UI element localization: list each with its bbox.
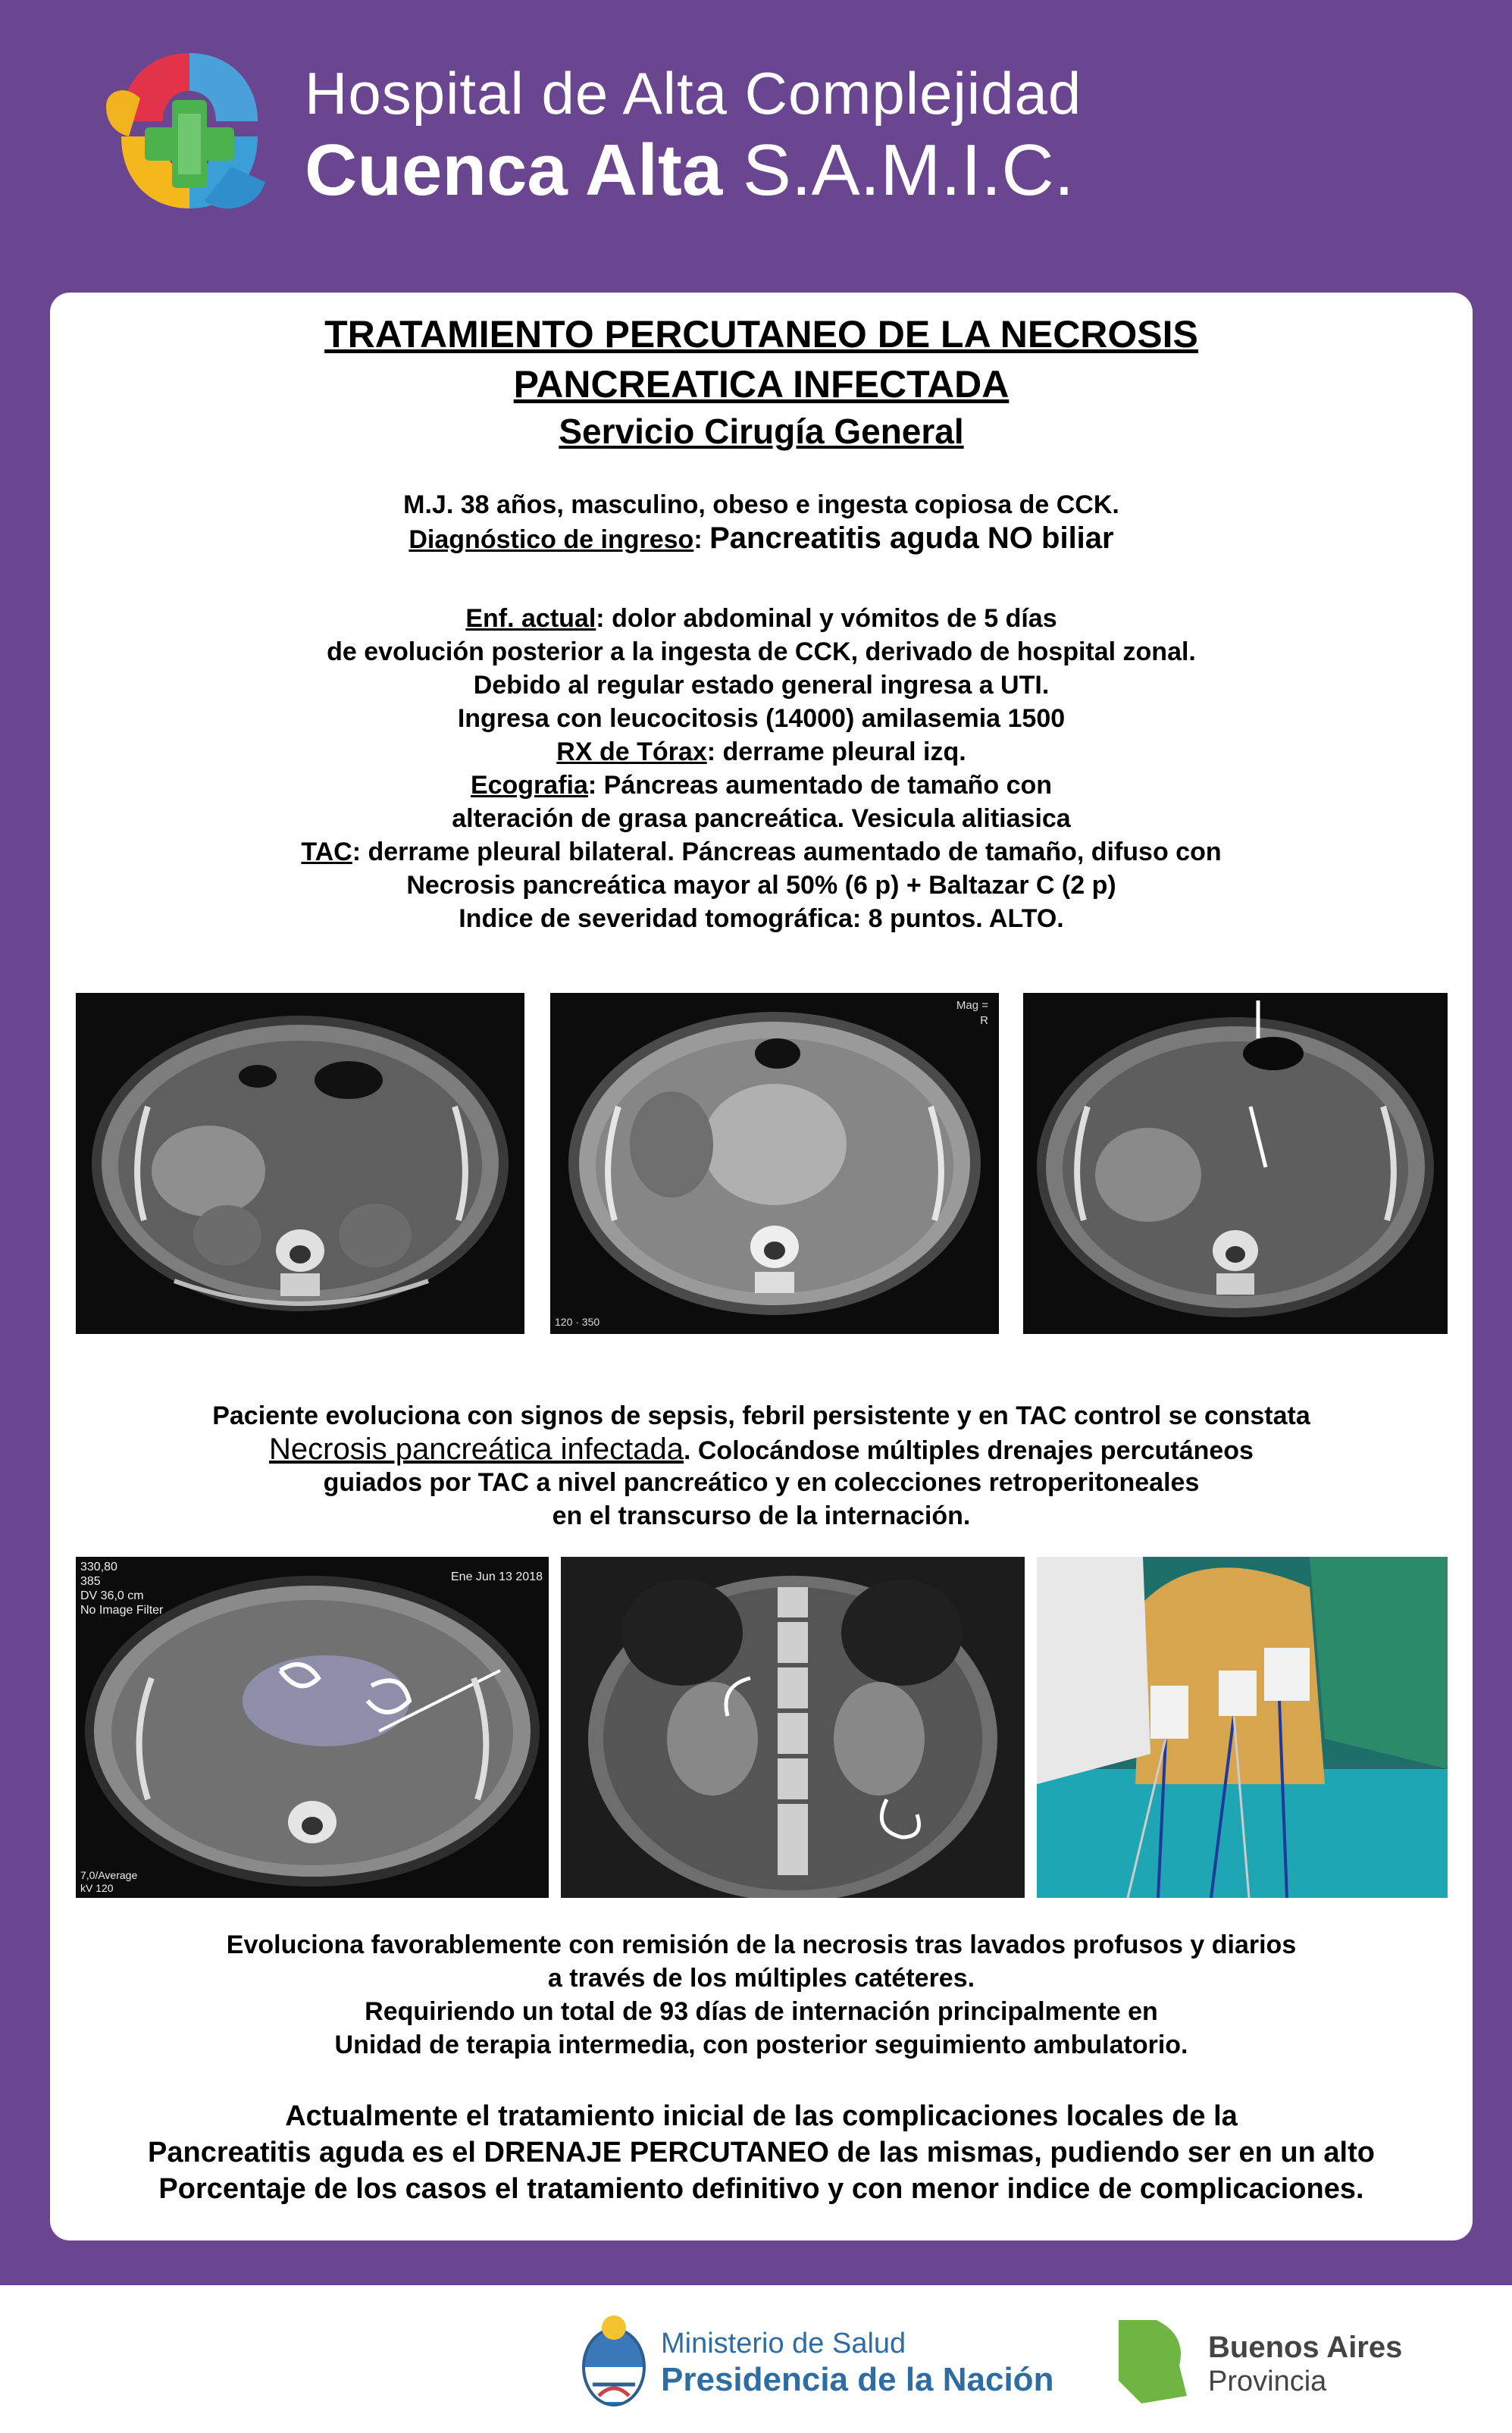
conclusion-line3: Porcentaje de los casos el tratamiento definitivo y con menor indice de complicaciones. — [158, 2173, 1364, 2205]
ct-date: Ene Jun 13 2018 — [451, 1570, 543, 1583]
hospital-header — [0, 0, 1512, 288]
ct-tag-4: No Image Filter — [80, 1604, 164, 1617]
evolution-line2 — [50, 1433, 1473, 1467]
buenos-aires-province-logo-icon — [1111, 2312, 1194, 2408]
evolucion-line: de evolución posterior a la ingesta de CCK, derivado de hospital zonal. — [327, 637, 1196, 666]
eco-line — [50, 769, 1473, 802]
ct-scan-image-3 — [1023, 993, 1448, 1334]
ct-bottom-1: 7,0/Average — [80, 1869, 138, 1881]
ct-coronal-image — [561, 1557, 1025, 1898]
argentina-coat-of-arms-icon — [578, 2312, 650, 2410]
hospital-logo — [95, 38, 284, 227]
service-subtitle: Servicio Cirugía General — [559, 412, 964, 451]
infected-necrosis-label: Necrosis pancreática infectada — [269, 1433, 684, 1466]
diagnosis-value: Pancreatitis aguda NO biliar — [709, 521, 1114, 555]
diagnosis-line — [50, 521, 1473, 556]
rx-line — [50, 735, 1473, 769]
tac-text: : derrame pleural bilateral. Páncreas aumentado de tamaño, difuso con — [352, 838, 1222, 866]
ct-tag-1: 330,80 — [80, 1561, 117, 1573]
ct-drain-image — [76, 1557, 549, 1898]
outcome-line3: Requiriendo un total de 93 días de internación principalmente en — [365, 1997, 1158, 2026]
eco-text: : Páncreas aumentado de tamaño con — [587, 771, 1053, 800]
uti-line: Debido al regular estado general ingresa a UTI. — [473, 671, 1050, 700]
content-card — [50, 293, 1473, 2240]
tac-line — [50, 835, 1473, 869]
outcome-line2: a través de los múltiples catéteres. — [547, 1964, 975, 1993]
rx-text: : derrame pleural izq. — [706, 737, 966, 766]
hospital-name-bold: Cuenca Alta — [305, 130, 723, 211]
ct-images-row2 — [76, 1557, 1448, 1898]
conclusion-line1: Actualmente el tratamiento inicial de las complicaciones locales de la — [285, 2100, 1238, 2132]
evolution-line1: Paciente evoluciona con signos de sepsis, febril persistente y en TAC control se constata — [212, 1401, 1310, 1430]
patient-drains-photo — [1037, 1557, 1448, 1898]
eco-label: Ecografia — [470, 771, 588, 800]
ct-bottom-2: kV 120 — [80, 1882, 114, 1894]
hospital-name-line1: Hospital de Alta Complejidad — [305, 60, 1082, 127]
poster-title-line1: TRATAMIENTO PERCUTANEO DE LA NECROSIS — [324, 313, 1198, 355]
ct-tag-2: 385 — [80, 1575, 101, 1588]
ba-line2: Provincia — [1208, 2366, 1327, 2397]
footer-logos — [0, 2285, 1512, 2433]
tac-line2: Necrosis pancreática mayor al 50% (6 p) + Baltazar C (2 p) — [406, 871, 1116, 900]
ct-scan-image-1 — [76, 993, 524, 1334]
ct-scan-image-2 — [550, 993, 999, 1334]
patient-line: M.J. 38 años, masculino, obeso e ingesta copiosa de CCK. — [403, 490, 1119, 519]
poster-title-line2: PANCREATICA INFECTADA — [513, 363, 1010, 406]
ct2-tag-bottom: 120 · 350 — [555, 1316, 600, 1328]
ct-images-row1 — [76, 993, 1448, 1334]
ba-line1: Buenos Aires — [1208, 2331, 1403, 2364]
tac-label: TAC — [301, 838, 352, 866]
hospital-name-line2 — [305, 129, 1074, 212]
outcome-line4: Unidad de terapia intermedia, con posterior seguimiento ambulatorio. — [334, 2031, 1188, 2059]
diagnosis-label: Diagnóstico de ingreso — [409, 525, 694, 554]
tac-line3: Indice de severidad tomográfica: 8 puntos. ALTO. — [459, 904, 1064, 933]
ct-tag-3: DV 36,0 cm — [80, 1589, 144, 1602]
enf-text: : dolor abdominal y vómitos de 5 días — [596, 604, 1057, 633]
ct2-tag-r: R — [980, 1014, 988, 1027]
ct2-tag-top: Mag = — [956, 999, 988, 1012]
ministry-line2: Presidencia de la Nación — [661, 2361, 1054, 2398]
eco-line2: alteración de grasa pancreática. Vesicula alitiasica — [452, 804, 1071, 833]
evolution-line2-rest: . Colocándose múltiples drenajes percutáneos — [683, 1436, 1254, 1465]
evolution-line3: guiados por TAC a nivel pancreático y en colecciones retroperitoneales — [323, 1468, 1200, 1497]
ministry-line1: Ministerio de Salud — [661, 2328, 906, 2359]
lab-line: Ingresa con leucocitosis (14000) amilasemia 1500 — [457, 704, 1066, 733]
hospital-name-suffix: S.A.M.I.C. — [722, 130, 1075, 211]
enf-line — [50, 602, 1473, 635]
conclusion-line2: Pancreatitis aguda es el DRENAJE PERCUTANEO de las mismas, pudiendo ser en un alto — [148, 2137, 1375, 2168]
rx-label: RX de Tórax — [556, 737, 707, 766]
outcome-line1: Evoluciona favorablemente con remisión de la necrosis tras lavados profusos y diarios — [226, 1930, 1297, 1959]
evolution-line4: en el transcurso de la internación. — [552, 1501, 971, 1530]
diagnosis-colon: : — [693, 525, 710, 554]
enf-label: Enf. actual — [465, 604, 596, 633]
